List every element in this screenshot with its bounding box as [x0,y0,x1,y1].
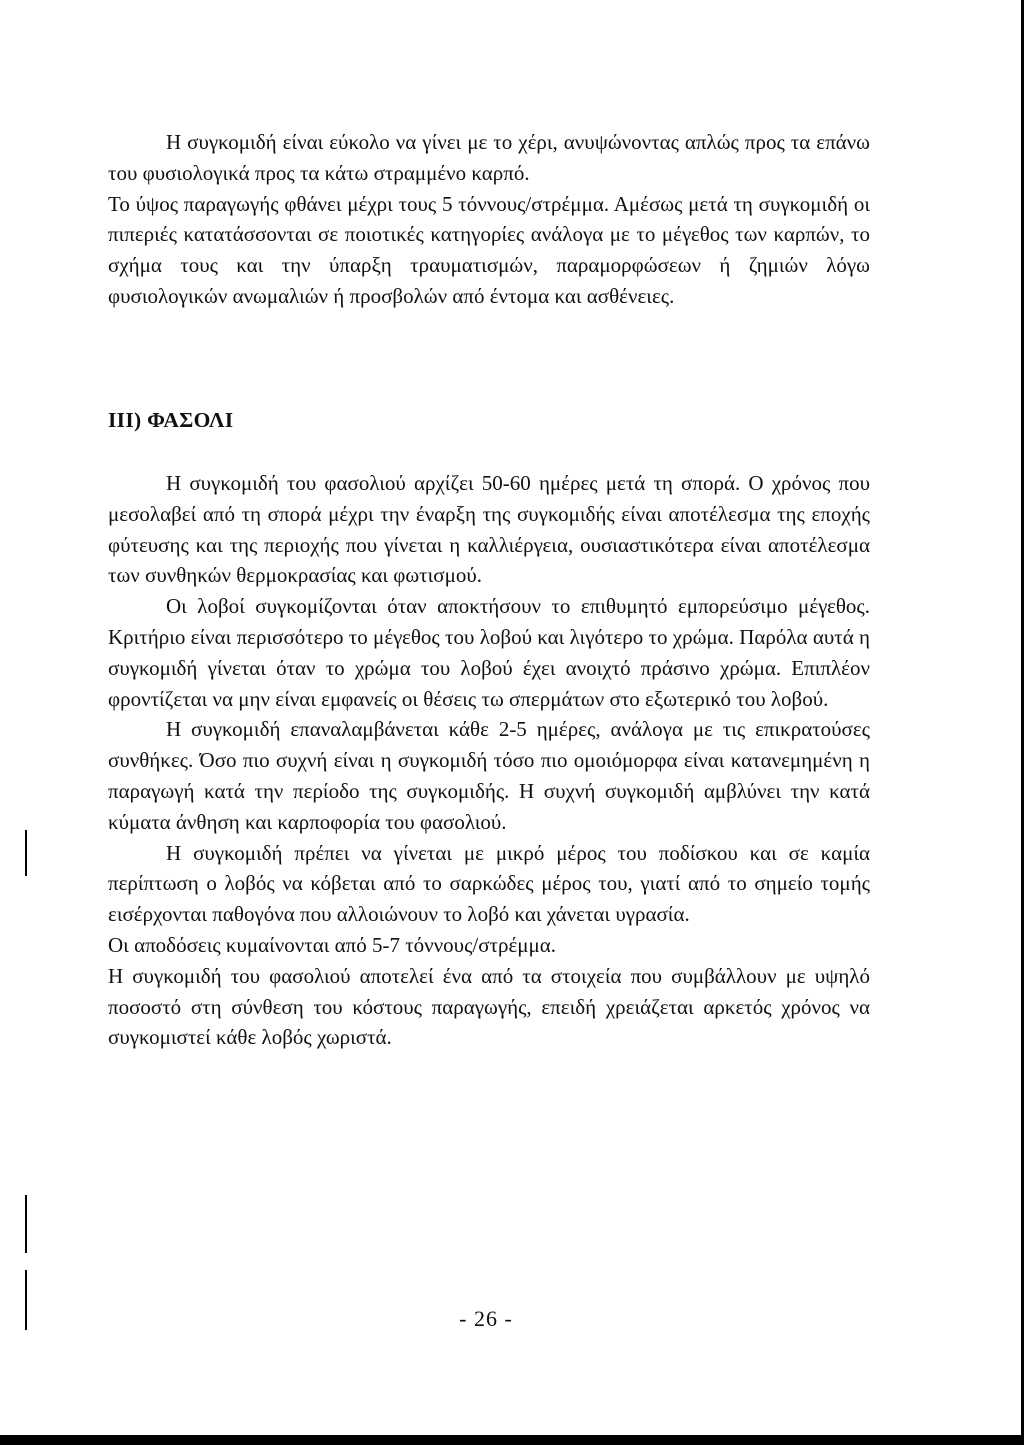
paragraph-bean-yield: Οι αποδόσεις κυμαίνονται από 5-7 τόννους/στρέμμα. [108,932,557,957]
page-number: - 26 - [459,1306,513,1331]
paragraph-bean-frequency: Η συγκομιδή επαναλαμβάνεται κάθε 2-5 ημέρες, ανάλογα με τις επικρατούσες συνθήκες. Όσο πιο συχνή είναι η συγκομιδή τόσο πιο ομοιόμορφα είναι κατανεμημένη η παραγωγή κατά την περίοδο της συγκομιδής. Η συχνή συγκομιδή αμβλύνει την κατά κύματα άνθηση και καρποφορία του φασολιού. [108,717,870,834]
paragraph-pepper-hand-harvest: Η συγκομιδή είναι εύκολο να γίνει με το χέρι, ανυψώνοντας απλώς προς τα επάνω του φυσιολογικά προς τα κάτω στραμμένο καρπό. [108,130,870,185]
paragraph-pepper-yield: Το ύψος παραγωγής φθάνει μέχρι τους 5 τόννους/στρέμμα. Αμέσως μετά τη συγκομιδή οι πιπεριές κατατάσσονται σε ποιοτικές κατηγορίες ανάλογα με το μέγεθος των καρπών, το σχήμα τους και την ύπαρξη τραυματισμών, παραμορφώσεων ή ζημιών λόγω φυσιολογικών ανωμαλιών ή προσβολών από έντομα και ασθένειες. [108,191,870,308]
paragraph-bean-pods: Οι λοβοί συγκομίζονται όταν αποκτήσουν το επιθυμητό εμπορεύσιμο μέγεθος. Κριτήριο είναι περισσότερο το μέγεθος του λοβού και λιγότερο το χρώμα. Παρόλα αυτά η συγκομιδή γίνεται όταν το χρώμα του λοβού έχει ανοιχτό πράσινο χρώμα. Επιπλέον φροντίζεται να μην είναι εμφανείς οι θέσεις τω σπερμάτων στο εξωτερικό του λοβού. [108,594,870,711]
scan-edge-bottom [0,1435,1024,1445]
margin-scan-mark [25,1195,27,1253]
section-heading-bean: III) ΦΑΣΟΛΙ [108,408,234,432]
margin-scan-mark [25,1270,27,1330]
paragraph-bean-cutting: Η συγκομιδή πρέπει να γίνεται με μικρό μέρος του ποδίσκου και σε καμία περίπτωση ο λοβός να κόβεται από το σαρκώδες μέρος του, γιατί από το σημείο τομής εισέρχονται παθογόνα που αλλοιώνουν το λοβό και χάνεται υγρασία. [108,840,870,927]
margin-scan-mark [25,830,27,876]
paragraph-bean-cost: Η συγκομιδή του φασολιού αποτελεί ένα από τα στοιχεία που συμβάλλουν με υψηλό ποσοστό στη σύνθεση του κόστους παραγωγής, επειδή χρειάζεται αρκετός χρόνος να συγκομιστεί κάθε λοβός χωριστά. [108,963,870,1050]
section-bean-harvest [108,468,870,1053]
section-pepper-harvest [108,127,870,312]
paragraph-bean-start: Η συγκομιδή του φασολιού αρχίζει 50-60 ημέρες μετά τη σπορά. Ο χρόνος που μεσολαβεί από τη σπορά μέχρι την έναρξη της συγκομιδής είναι αποτέλεσμα της εποχής φύτευσης και της περιοχής που γίνεται η καλλιέργεια, ουσιαστικότερα είναι αποτέλεσμα των συνθηκών θερμοκρασίας και φωτισμού. [108,471,870,588]
